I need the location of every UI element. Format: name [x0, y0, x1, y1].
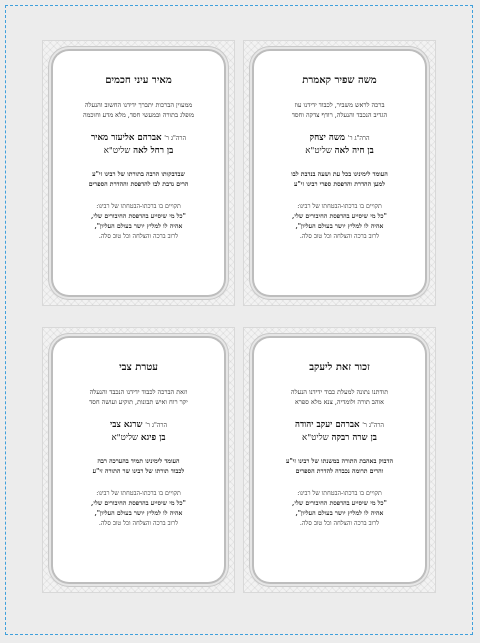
mother-name: בן שרה רבקה [331, 433, 377, 443]
blessing-line: לרוב ברכה והצלחה וכל טוב סלה. [299, 520, 380, 527]
honorific-prefix: הרה"ג ר' [145, 422, 168, 429]
blessing-text [61, 489, 216, 529]
intro-line: הגדיב הנכבד והנעלה, רודף צדקה וחסד [291, 111, 388, 119]
dedication-text [262, 457, 417, 477]
honoree-lineage [262, 145, 417, 158]
mother-name: בן רחל לאה [133, 146, 174, 156]
dedication-text [61, 170, 216, 190]
blessing-quote: אהיה לו למליץ יושר בעולם העליון", [295, 510, 384, 517]
honoree-lineage [61, 145, 216, 158]
blessing-line: לרוב ברכה והצלחה וכל טוב סלה. [98, 520, 179, 527]
blessing-line: תקויים בו ברכתו-הבטחתו של רבינו: [297, 490, 382, 497]
honoree-lineage [61, 432, 216, 445]
blessing-quote: "כל מי שיסייע בהדפסת החיבורים שלי, [91, 213, 186, 220]
blessing-quote: אהיה לו למליץ יושר בעולם העליון", [94, 510, 183, 517]
card-title: משה שפיר קאמרת [302, 75, 377, 86]
honoree-lineage [262, 432, 417, 445]
honorific-suffix: שליט"א [305, 146, 332, 156]
dedication-line: שבדבקותו הרבה בתורתו של רבינו זי"ע [92, 171, 185, 178]
blessing-quote: "כל מי שיסייע בהדפסת החיבורים שלי, [292, 500, 387, 507]
honorific-prefix: הרה"ג ר' [347, 135, 370, 142]
blessing-line: תקויים בו ברכתו-הבטחתו של רבינו: [96, 203, 181, 210]
honoree-name [61, 132, 216, 145]
blessing-text [61, 202, 216, 242]
intro-line: יקר רוח ואיש תבונות, תוקיע ועושה חסד [89, 398, 188, 406]
dedication-card [53, 338, 224, 582]
blessing-quote: אהיה לו למליץ יושר בעולם העליון", [295, 223, 384, 230]
honoree-first-name: אברהם אליעזר מאיר [90, 133, 162, 143]
blessing-text [262, 202, 417, 242]
card-frame [42, 40, 235, 306]
intro-line: ברכה לראש משביר, לכבוד ידידנו עוז [294, 101, 385, 109]
dedication-line: לכבוד תורתו של רבינו שר התורה זי"ע [92, 468, 185, 475]
dedication-line: העומד לימינינו תמיד בהערכה רבה [97, 458, 180, 465]
blessing-quote: אהיה לו למליץ יושר בעולם העליון", [94, 223, 183, 230]
dedication-line: הרים נדבת לבו להדפסת וההדרת הספרים [88, 181, 189, 188]
honoree-name [61, 419, 216, 432]
dedication-line: והרים תרומה נכבדה להדרת הספרים [295, 468, 384, 475]
blessing-quote: "כל מי שיסייע בהדפסת החיבורים שלי, [91, 500, 186, 507]
honoree-first-name: אברהם יעקב יהודה [295, 420, 360, 430]
dedication-text [61, 457, 216, 477]
card-intro [262, 387, 417, 407]
intro-line: אוהב תורה ולומדיה, צנא מלא ספרא [294, 398, 385, 406]
card-frame [243, 327, 436, 593]
dedication-text [262, 170, 417, 190]
dedication-line: העומד לימינינו בכל עת ושעה בנדבת לבו [291, 171, 388, 178]
blessing-line: תקויים בו ברכתו-הבטחתו של רבינו: [96, 490, 181, 497]
honoree-first-name: שרגא צבי [109, 420, 143, 430]
intro-line: ממעוין הברכות יתברך ידידנו החשוב והנעלה [84, 101, 193, 109]
card-title: זכור זאת ליעקב [309, 362, 370, 373]
intro-line: מופלג בתורה ובמעשי חסד, מלא מדע וחוכמה [82, 111, 195, 119]
dedication-card [254, 338, 425, 582]
dedication-card [254, 51, 425, 295]
card-frame [243, 40, 436, 306]
dedication-card [53, 51, 224, 295]
card-frame [42, 327, 235, 593]
dedication-line: למען ההדרת והדפסת ספרי רבינו זי"ע [294, 181, 385, 188]
honoree-name [262, 132, 417, 145]
mother-name: בן חיה לאה [334, 146, 374, 156]
dedication-line: הדבוק באהבת התורה במשנתו של רבינו זי"ע [285, 458, 394, 465]
honorific-suffix: שליט"א [103, 146, 131, 156]
card-intro [61, 387, 216, 407]
card-title: עטרת צבי [119, 362, 158, 373]
blessing-text [262, 489, 417, 529]
honorific-suffix: שליט"א [111, 433, 139, 443]
mother-name: בן פיגא [140, 433, 166, 443]
blessing-line: לרוב ברכה והצלחה וכל טוב סלה. [299, 233, 380, 240]
honorific-prefix: הרה"ג ר' [164, 135, 187, 142]
honorific-suffix: שליט"א [302, 433, 329, 443]
card-intro [61, 100, 216, 120]
blessing-line: תקויים בו ברכתו-הבטחתו של רבינו: [297, 203, 382, 210]
card-title: מאיר עיני חכמים [105, 75, 172, 86]
intro-line: וזאת הברכה לכבוד ידידנו הנכבד והנעלה [89, 388, 188, 396]
card-intro [262, 100, 417, 120]
honoree-name [262, 419, 417, 432]
honoree-first-name: משה יצחק [309, 133, 346, 143]
blessing-quote: "כל מי שיסייע בהדפסת החיבורים שלי, [292, 213, 387, 220]
intro-line: תודתנו נתונה למעלת כבוד ידידנו הנעלה [290, 388, 389, 396]
honorific-prefix: הרה"ג ר' [362, 422, 384, 429]
blessing-line: לרוב ברכה והצלחה וכל טוב סלה. [98, 233, 179, 240]
